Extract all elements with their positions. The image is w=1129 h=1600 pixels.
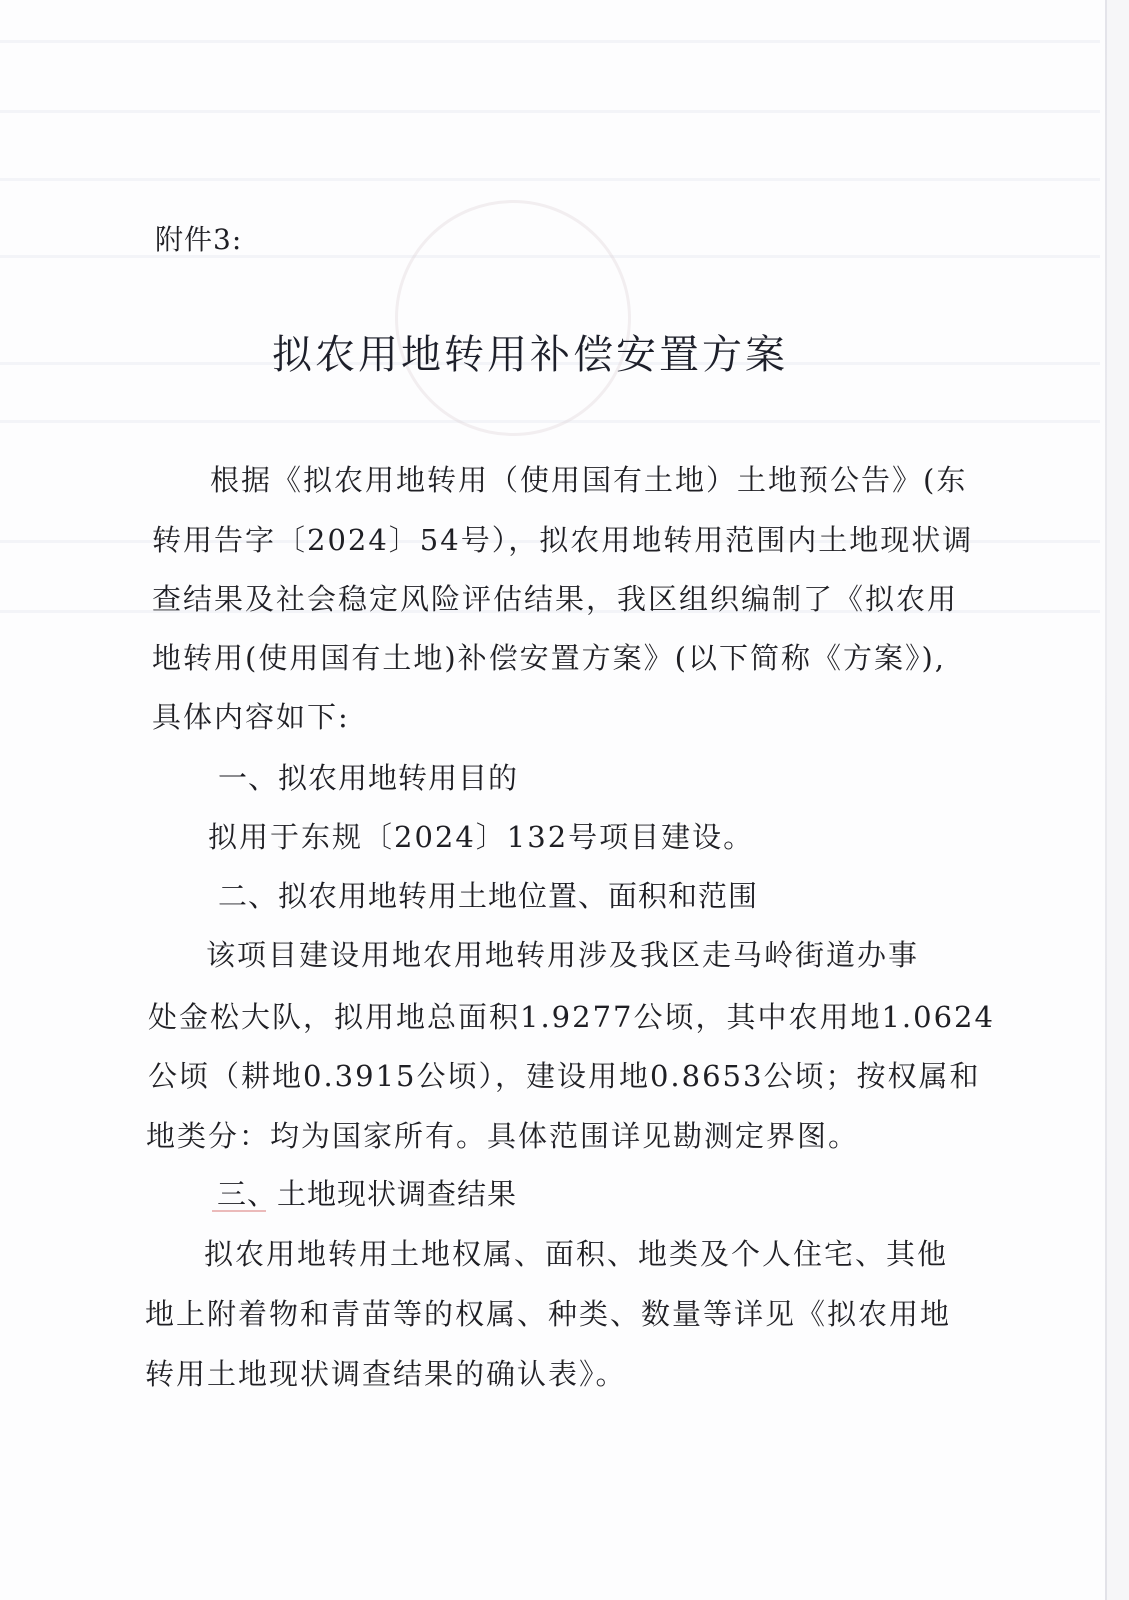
intro-line: 地转用(使用国有土地)补偿安置方案》(以下简称《方案》), <box>152 641 946 675</box>
section-2-line: 地类分：均为国家所有。具体范围详见勘测定界图。 <box>146 1119 860 1153</box>
section-2-line: 处金松大队，拟用地总面积1.9277公顷，其中农用地1.0624 <box>148 1000 995 1034</box>
scan-band <box>0 110 1100 113</box>
scan-margin <box>1107 0 1129 1600</box>
scan-band <box>0 178 1100 181</box>
section-2-heading: 二、拟农用地转用土地位置、面积和范围 <box>218 879 759 913</box>
section-3-heading: 三、土地现状调查结果 <box>217 1177 518 1211</box>
section-1-line: 拟用于东规〔2024〕132号项目建设。 <box>208 820 755 854</box>
intro-line: 具体内容如下: <box>152 700 350 734</box>
section-1-heading: 一、拟农用地转用目的 <box>218 761 519 795</box>
intro-line: 根据《拟农用地转用（使用国有土地）土地预公告》(东 <box>210 463 968 497</box>
scan-edge-shadow <box>1105 0 1107 1600</box>
attachment-label: 附件3: <box>155 223 243 256</box>
section-2-line: 公顷（耕地0.3915公顷），建设用地0.8653公顷；按权属和 <box>148 1059 981 1093</box>
section-3-line: 转用土地现状调查结果的确认表》。 <box>145 1357 627 1391</box>
section-3-line: 地上附着物和青苗等的权属、种类、数量等详见《拟农用地 <box>145 1297 952 1331</box>
section-2-line: 该项目建设用地农用地转用涉及我区走马岭街道办事 <box>206 938 920 972</box>
scan-band <box>0 40 1100 43</box>
intro-line: 转用告字〔2024〕54号），拟农用地转用范围内土地现状调 <box>152 523 974 557</box>
intro-line: 查结果及社会稳定风险评估结果，我区组织编制了《拟农用 <box>152 582 959 616</box>
faint-seal-mark <box>395 200 631 436</box>
red-mark <box>212 1210 266 1212</box>
section-3-line: 拟农用地转用土地权属、面积、地类及个人住宅、其他 <box>204 1237 949 1271</box>
document-title: 拟农用地转用补偿安置方案 <box>272 332 788 378</box>
